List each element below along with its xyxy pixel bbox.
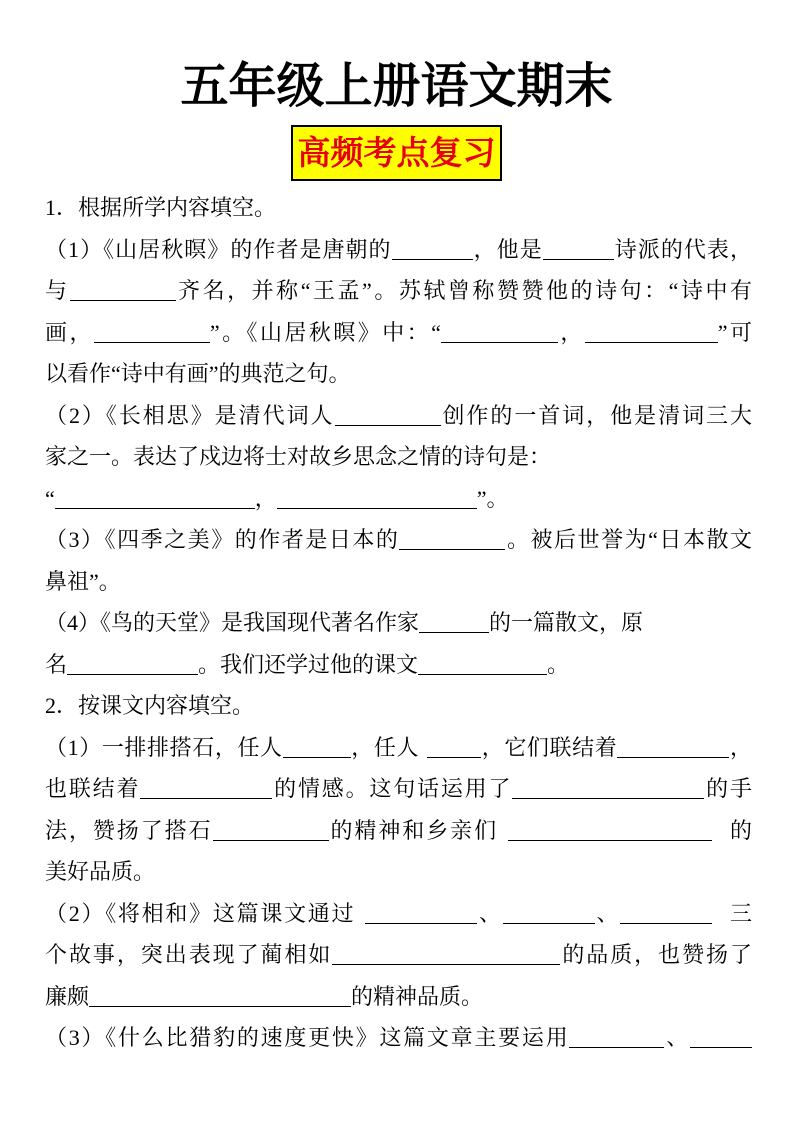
q1-1-line-4 (45, 353, 752, 395)
q2-3-line-1 (45, 1017, 752, 1059)
subtitle-text: 高频考点复习 (297, 134, 496, 171)
question-text: （2）《将相和》这篇课文通过 (45, 900, 356, 926)
answer-blank (585, 322, 718, 343)
question-text: ”。《山居秋暝》中：“ (209, 319, 441, 345)
subtitle-badge (291, 125, 502, 181)
question-text: ”。 (476, 485, 509, 511)
q1-3-line-1 (45, 519, 752, 561)
question-text: 。被后世誉为“日本散文 (505, 527, 752, 552)
q2-1-line-3 (45, 810, 752, 852)
question-text: 的 (728, 817, 752, 843)
answer-blank (94, 322, 210, 343)
question-text: （2）《长相思》是清代词人 (45, 402, 335, 428)
q2-2-line-2 (45, 934, 752, 976)
answer-blank (335, 405, 441, 426)
question-text: 画， (45, 319, 94, 345)
question-text: “ (45, 485, 55, 511)
q2-1-line-1 (45, 727, 752, 769)
answer-blank (419, 612, 489, 633)
question-text: 、 (477, 900, 503, 926)
question-text: 鼻祖”。 (45, 568, 121, 594)
q2-1-line-2 (45, 768, 752, 810)
question-text: 名 (45, 651, 68, 677)
question-text: 的手 (704, 776, 752, 801)
question-text: （4）《鸟的天堂》是我国现代著名作家 (45, 610, 420, 635)
question-text: ”可 (717, 319, 752, 345)
answer-blank (213, 820, 329, 841)
question-text: 1．根据所学内容填空。 (45, 195, 277, 220)
answer-blank (283, 737, 351, 758)
question-text: 。我们还学过他的课文 (198, 651, 419, 677)
question-text: ， (254, 485, 277, 511)
answer-blank (70, 280, 176, 301)
answer-blank (620, 903, 712, 924)
answer-blank (365, 903, 477, 924)
question-text: 三 (728, 900, 752, 926)
answer-blank (441, 322, 558, 343)
question-text: 的精神品质。 (351, 983, 484, 1009)
answer-blank (392, 239, 473, 260)
answer-blank (332, 944, 560, 965)
question-text: 法，赞扬了搭石 (45, 817, 213, 843)
question-text: 个故事，突出表现了蔺相如 (45, 942, 333, 967)
question-text: 。 (547, 651, 570, 677)
answer-blank (503, 903, 595, 924)
q2-heading (45, 685, 752, 727)
question-text: 的情感。这句话运用了 (272, 776, 513, 801)
answer-blank (508, 820, 712, 841)
answer-blank (690, 1027, 752, 1048)
q1-2-line-3 (45, 478, 752, 520)
q1-1-line-3 (45, 312, 752, 354)
question-text: ， (557, 319, 585, 345)
question-text: 廉颇 (45, 983, 90, 1009)
question-text: ，它们联结着 (481, 734, 618, 760)
question-text: ， (729, 734, 752, 760)
q1-heading (45, 187, 752, 229)
question-text: 齐名，并称“王孟”。苏轼曾称赞赞他的诗句：“诗中有 (175, 278, 752, 303)
question-text: 的精神和乡亲们 (328, 817, 499, 843)
answer-blank (512, 778, 704, 799)
answer-blank (427, 737, 481, 758)
answer-blank (617, 737, 729, 758)
question-text: 创作的一首词，他是清词三大 (440, 402, 752, 428)
question-text: 2．按课文内容填空。 (45, 693, 255, 718)
question-text: 诗派的代表， (613, 236, 752, 262)
question-text: 、 (594, 900, 621, 926)
q2-1-line-4 (45, 851, 752, 893)
question-text: ，任人 (350, 734, 420, 760)
question-text: 、 (664, 1025, 690, 1050)
question-text: 以看作“诗中有画”的典范之句。 (45, 361, 351, 386)
question-text: （1）《山居秋暝》的作者是唐朝的 (45, 236, 392, 262)
question-text: 也联结着 (45, 776, 141, 801)
q1-4-line-2 (45, 644, 752, 686)
question-text: 美好品质。 (45, 859, 156, 884)
answer-blank (277, 488, 477, 509)
question-list (45, 187, 752, 1059)
answer-blank (399, 529, 505, 550)
q1-1-line-1 (45, 229, 752, 271)
q1-2-line-2 (45, 436, 752, 478)
question-text: ，他是 (472, 236, 543, 262)
question-text: （3）《四季之美》的作者是日本的 (45, 527, 400, 552)
question-text: （1）一排排搭石，任人 (45, 734, 283, 760)
question-text: 的一篇散文，原 (489, 610, 644, 635)
answer-blank (543, 239, 614, 260)
question-text: 家之一。表达了戍边将士对故乡思念之情的诗句是： (45, 444, 552, 469)
answer-blank (140, 778, 272, 799)
q1-4-line-1 (45, 602, 752, 644)
q1-1-line-2 (45, 270, 752, 312)
answer-blank (67, 654, 198, 675)
answer-blank (569, 1027, 664, 1048)
q2-2-line-1 (45, 893, 752, 935)
q1-3-line-2 (45, 561, 752, 603)
question-text: （3）《什么比猎豹的速度更快》这篇文章主要运用 (45, 1025, 570, 1050)
page-title: 五年级上册语文期末 (180, 60, 613, 113)
question-text: 的品质，也赞扬了 (560, 942, 752, 967)
q1-2-line-1 (45, 395, 752, 437)
q2-2-line-3 (45, 976, 752, 1018)
answer-blank (55, 488, 255, 509)
question-text: 与 (45, 278, 70, 303)
answer-blank (89, 986, 351, 1007)
answer-blank (418, 654, 547, 675)
